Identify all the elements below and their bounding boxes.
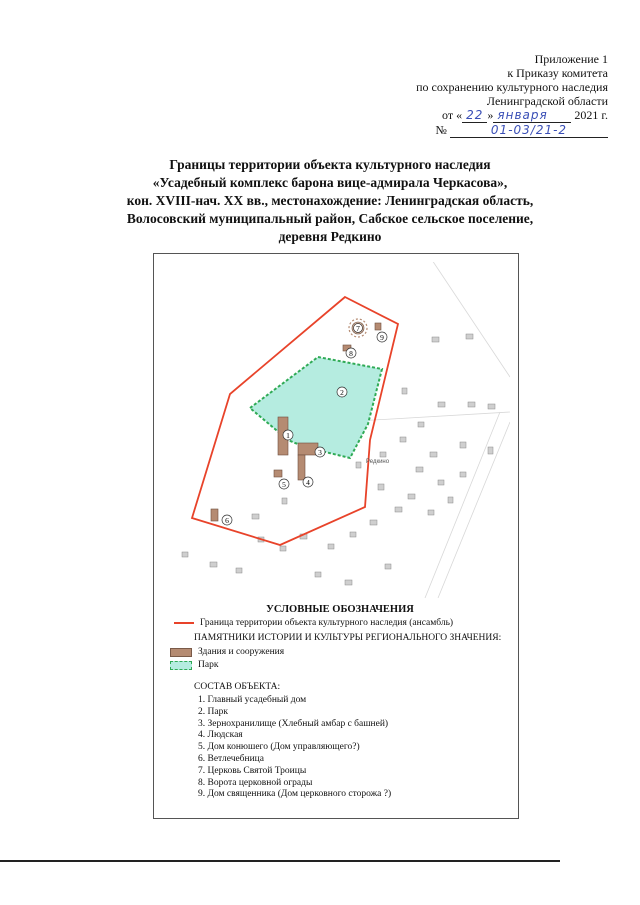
appendix-line: к Приказу комитета	[507, 66, 608, 80]
building-4	[298, 455, 305, 480]
list-item: 7. Церковь Святой Троицы	[198, 765, 307, 776]
building-swatch	[170, 648, 192, 657]
document-title	[60, 156, 600, 246]
legend-monuments-head: ПАМЯТНИКИ ИСТОРИИ И КУЛЬТУРЫ РЕГИОНАЛЬНОГО ЗНАЧЕНИЯ:	[194, 633, 502, 643]
svg-text:2: 2	[340, 388, 344, 397]
marker-5	[279, 479, 289, 489]
legend-buildings-row	[170, 647, 510, 659]
legend-buildings-label: Здания и сооружения	[198, 646, 285, 657]
date-month: января	[493, 108, 571, 123]
appendix-line: по сохранению культурного наследия	[416, 80, 608, 94]
list-item: 3. Зернохранилище (Хлебный амбар с башней)	[198, 718, 389, 729]
appendix-header	[308, 52, 608, 138]
title-line: деревня Редкино	[278, 229, 382, 244]
list-item: 4. Людская	[198, 730, 243, 741]
marker-3	[315, 447, 325, 457]
title-line: Границы территории объекта культурного наследия	[169, 157, 491, 172]
list-item: 9. Дом священника (Дом церковного сторожа ?)	[198, 789, 392, 800]
number-value: 01-03/21-2	[450, 123, 608, 138]
title-line: кон. XVIII-нач. XX вв., местонахождение: Ленинградская область,	[126, 193, 534, 208]
svg-text:8: 8	[349, 349, 353, 358]
svg-text:1: 1	[286, 431, 290, 440]
list-item: 8. Ворота церковной ограды	[198, 777, 313, 788]
legend-park-label: Парк	[198, 660, 219, 670]
appendix-date	[308, 108, 608, 123]
building-9	[375, 323, 381, 330]
svg-text:9: 9	[380, 333, 384, 342]
composition-head: СОСТАВ ОБЪЕКТА:	[194, 681, 281, 692]
svg-text:3: 3	[318, 448, 322, 457]
marker-2	[337, 387, 347, 397]
marker-6	[222, 515, 232, 525]
marker-9	[377, 332, 387, 342]
svg-text:7: 7	[356, 324, 360, 333]
list-item: 6. Ветлечебница	[198, 753, 264, 764]
building-5	[274, 470, 282, 477]
road-lines	[340, 262, 510, 598]
marker-7	[354, 324, 363, 334]
title-line: «Усадебный комплекс барона вице-адмирала Черкасова»,	[152, 175, 508, 190]
composition-list	[170, 695, 510, 801]
appendix-line: Ленинградской области	[486, 94, 608, 108]
legend-park-row	[170, 660, 510, 672]
site-map	[170, 262, 510, 598]
appendix-number	[308, 123, 608, 138]
svg-text:5: 5	[282, 480, 286, 489]
marker-8	[346, 348, 356, 358]
svg-text:4: 4	[306, 478, 310, 487]
list-item: 5. Дом конюшего (Дом управляющего?)	[198, 742, 360, 753]
boundary-swatch	[174, 622, 194, 624]
marker-1	[283, 430, 293, 440]
date-prefix: от «	[442, 108, 463, 122]
number-prefix: №	[435, 123, 447, 137]
list-item: 2. Парк	[198, 706, 228, 717]
scan-edge-line	[0, 860, 560, 862]
date-year: 2021 г.	[574, 108, 608, 122]
place-label: Редкино	[366, 459, 390, 465]
map-legend	[170, 600, 510, 805]
appendix-line: Приложение 1	[534, 52, 608, 66]
marker-4	[303, 477, 313, 487]
building-6	[211, 509, 218, 521]
title-line: Волосовский муниципальный район, Сабское сельское поселение,	[126, 211, 534, 226]
park-swatch	[170, 661, 192, 670]
date-mid: »	[487, 108, 494, 122]
list-item: 1. Главный усадебный дом	[198, 695, 307, 705]
legend-title: УСЛОВНЫЕ ОБОЗНАЧЕНИЯ	[266, 604, 414, 615]
svg-text:6: 6	[225, 516, 229, 525]
legend-boundary-row	[170, 618, 510, 630]
date-day: 22	[462, 108, 487, 123]
legend-boundary-label: Граница территории объекта культурного наследия (ансамбль)	[200, 617, 454, 628]
